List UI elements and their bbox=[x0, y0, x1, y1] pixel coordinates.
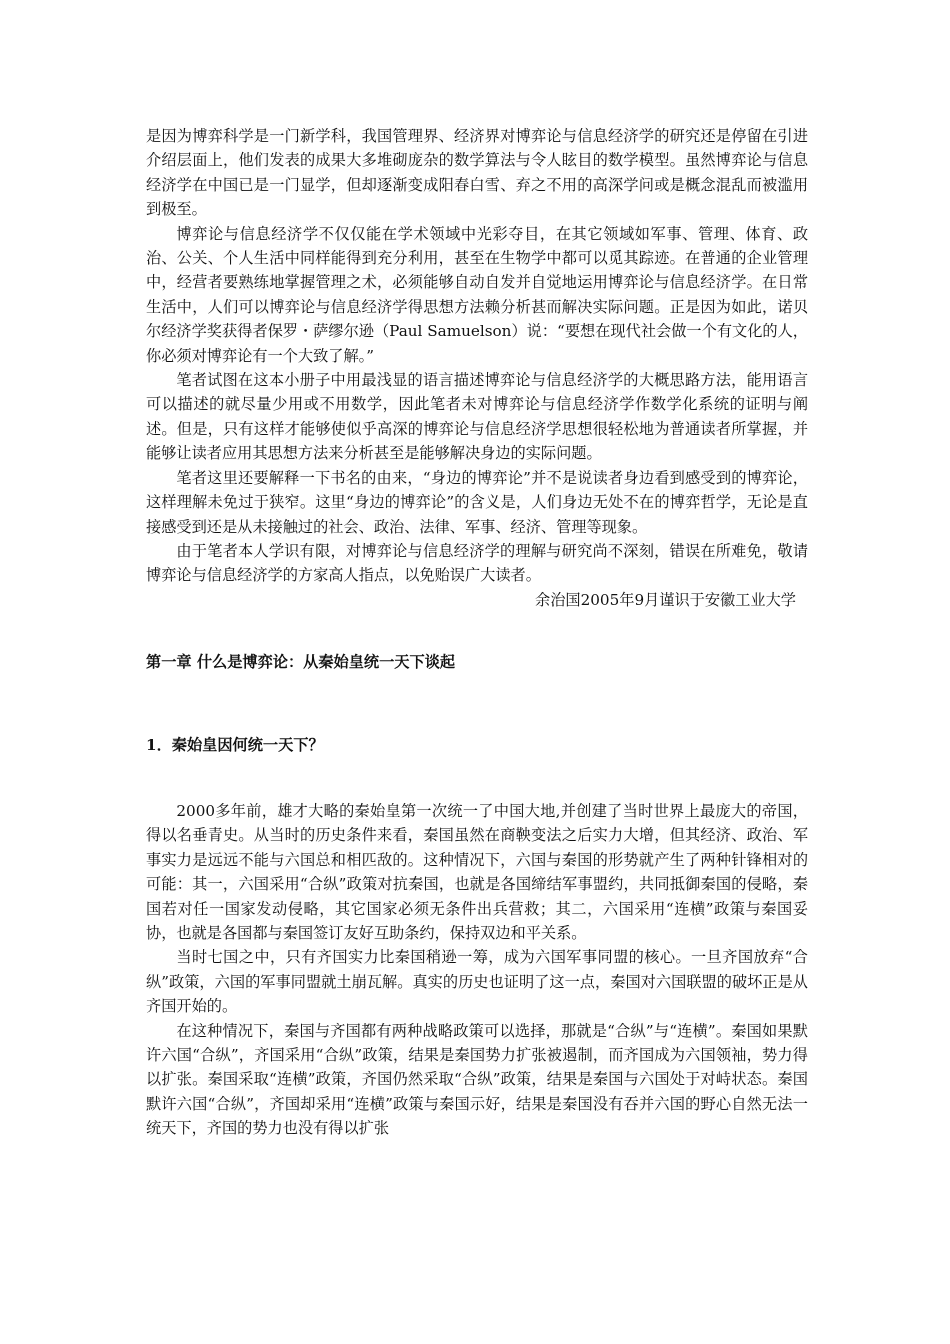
preface-paragraph-2: 博弈论与信息经济学不仅仅能在学术领域中光彩夺目，在其它领域如军事、管理、体育、政治、公关、个人生活中同样能得到充分利用，甚至在生物学中都可以觅其踪迹。在普通的企业管理中，经营者要熟练地掌握管理之术，必须能够自动自发并自觉地运用博弈论与信息经济学。在日常生活中，人们可以博弈论与信息经济学得思想方法赖分析甚而解决实际问题。正是因为如此，诺贝尔经济学奖获得者保罗・萨缪尔逊（Paul Samuelson）说：“要想在现代社会做一个有文化的人，你必须对博弈论有一个大致了解。” bbox=[146, 224, 808, 365]
body-paragraph-3: 在这种情况下，秦国与齐国都有两种战略政策可以选择，那就是“合纵”与“连横”。秦国如果默许六国“合纵”，齐国采用“合纵”政策，结果是秦国势力扩张被遏制，而齐国成为六国领袖，势力得以扩张。秦国采取“连横”政策，齐国仍然采取“合纵”政策，结果是秦国与六国处于对峙状态。秦国默许六国“合纵”，齐国却采用“连横”政策与秦国示好，结果是秦国没有吞并六国的野心自然无法一统天下，齐国的势力也没有得以扩张 bbox=[146, 1021, 808, 1138]
preface-paragraph-5: 由于笔者本人学识有限，对博弈论与信息经济学的理解与研究尚不深刻，错误在所难免，敬请博弈论与信息经济学的方家高人指点，以免贻误广大读者。 bbox=[146, 541, 808, 585]
preface-signature: 余治国2005年9月谨识于安徽工业大学 bbox=[535, 590, 796, 609]
section-title: 1．秦始皇因何统一天下？ bbox=[146, 735, 324, 754]
chapter-title: 第一章 什么是博弈论：从秦始皇统一天下谈起 bbox=[146, 653, 456, 672]
body-paragraph-2: 当时七国之中，只有齐国实力比秦国稍逊一筹，成为六国军事同盟的核心。一旦齐国放弃“合纵”政策，六国的军事同盟就土崩瓦解。真实的历史也证明了这一点，秦国对六国联盟的破坏正是从齐国开始的。 bbox=[146, 948, 808, 1016]
preface-paragraph-3: 笔者试图在这本小册子中用最浅显的语言描述博弈论与信息经济学的大概思路方法，能用语言可以描述的就尽量少用或不用数学，因此笔者未对博弈论与信息经济学作数学化系统的证明与阐述。但是，只有这样才能够使似乎高深的博弈论与信息经济学思想很轻松地为普通读者所掌握，并能够让读者应用其思想方法来分析甚至是能够解决身边的实际问题。 bbox=[146, 371, 808, 463]
preface-paragraph-4: 笔者这里还要解释一下书名的由来，“身边的博弈论”并不是说读者身边看到感受到的博弈论，这样理解未免过于狭窄。这里“身边的博弈论”的含义是，人们身边无处不在的博弈哲学，无论是直接感受到还是从未接触过的社会、政治、法律、军事、经济、管理等现象。 bbox=[146, 468, 808, 536]
section-body bbox=[146, 799, 808, 1141]
preface-paragraph-1: 是因为博弈科学是一门新学科，我国管理界、经济界对博弈论与信息经济学的研究还是停留在引进介绍层面上，他们发表的成果大多堆砌庞杂的数学算法与令人眩目的数学模型。虽然博弈论与信息经济学在中国已是一门显学，但却逐渐变成阳春白雪、弃之不用的高深学问或是概念混乱而被滥用到极至。 bbox=[146, 127, 808, 219]
document-content bbox=[146, 124, 808, 1141]
body-paragraph-1: 2000多年前，雄才大略的秦始皇第一次统一了中国大地,并创建了当时世界上最庞大的帝国，得以名垂青史。从当时的历史条件来看，秦国虽然在商鞅变法之后实力大增，但其经济、政治、军事实力是远远不能与六国总和相匹敌的。这种情况下，六国与秦国的形势就产生了两种针锋相对的可能：其一，六国采用“合纵”政策对抗秦国，也就是各国缔结军事盟约，共同抵御秦国的侵略，秦国若对任一国家发动侵略，其它国家必须无条件出兵营救；其二，六国采用“连横”政策与秦国妥协，也就是各国都与秦国签订友好互助条约，保持双边和平关系。 bbox=[146, 801, 808, 942]
